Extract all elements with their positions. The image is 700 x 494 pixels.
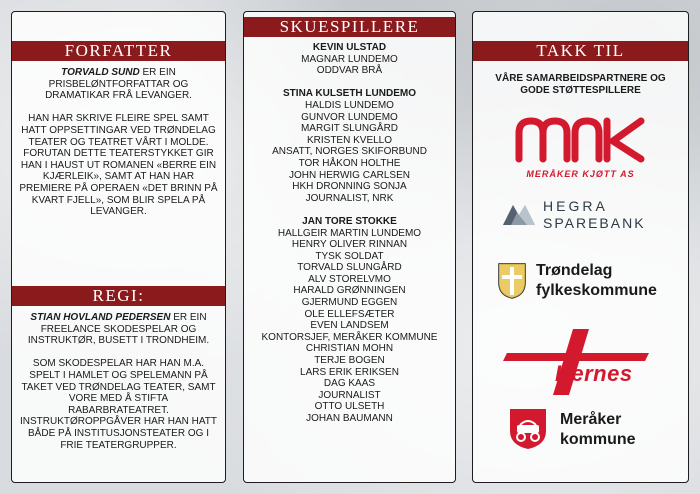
role: HALLGEIR MARTIN LUNDEMO <box>277 227 422 239</box>
forfatter-paragraph: HAN HAR SKRIVE FLEIRE SPEL SAMT HATT OPPSETTINGAR VED TRØNDELAG TEATER OG TEATRET VÅRT I MOLDE. FORUTAN DETTE TEATERSTYKKET GIR HAN I HAUST UT ROMANEN «BERRE EIN KJÆRLEIK», SAMT AT HAN HAR PREMIERE PÅ OPERAEN «DET BRINN PÅ KVART FJELL», SOM BLIR SPELA PÅ LEVANGER. <box>19 113 218 218</box>
role: JOHAN BAUMANN <box>306 413 393 424</box>
meraker-line1: Meråker <box>560 411 622 428</box>
meraker-line2: kommune <box>560 431 636 448</box>
role: GUNVOR LUNDEMO <box>301 111 398 123</box>
forfatter-name: TORVALD SUND <box>61 67 140 78</box>
forfatter-heading: FORFATTER <box>12 41 225 61</box>
regi-text <box>18 312 219 463</box>
trondelag-line1: Trøndelag <box>536 262 613 279</box>
role: JOURNALIST <box>318 389 381 401</box>
hegra-line1: HEGRA <box>543 198 608 214</box>
hegra-mountain-icon <box>501 199 537 229</box>
regi-paragraph: SOM SKODESPELAR HAR HAN M.A. SPELT I HAMLET OG SPELEMANN PÅ TAKET VED TRØNDELAG TEATER, SAMT VORE MED Å STIFTA RABARBRATEATRET. INSTRUKTØROPPGÅVER HAR HAN HATT BÅDE PÅ INSTITUSJONSTEATER OG I FRIE TEATERGRUPPER. <box>19 358 218 451</box>
hernes-logo <box>503 327 653 397</box>
left-panel <box>11 11 226 483</box>
role: GJERMUND EGGEN <box>301 297 398 309</box>
role: JOHN HERWIG CARLSEN <box>289 169 410 181</box>
role: TOR HÅKON HOLTHE <box>298 157 401 169</box>
role: MAGNAR LUNDEMO <box>301 53 398 65</box>
regi-intro <box>18 312 219 347</box>
actor-name: STINA KULSETH LUNDEMO <box>283 88 416 100</box>
skuespillere-heading: SKUESPILLERE <box>244 17 455 37</box>
trondelag-line2: fylkeskommune <box>536 282 657 299</box>
role: EVEN LANDSEM <box>310 320 389 332</box>
hegra-sparebank-logo <box>501 195 661 235</box>
actor-name: KEVIN ULSTAD <box>312 42 387 53</box>
right-panel <box>472 11 689 483</box>
regi-intro-rest: ER EIN FREELANCE SKODESPELAR OG INSTRUKTØR, BUSETT I TRONDHEIM. <box>27 312 210 347</box>
role: HKH DRONNING SONJA <box>292 181 407 193</box>
role: MARGIT SLUNGÅRD <box>300 123 399 135</box>
role: ALV STORELVMO <box>308 273 391 285</box>
role: ODDVAR BRÅ <box>316 65 383 77</box>
actor-block <box>248 88 451 204</box>
role: CHRISTIAN MOHN <box>305 343 394 355</box>
role: HALDIS LUNDEMO <box>305 99 394 111</box>
takk-intro: VÅRE SAMARBEIDSPARTNERE OG GODE STØTTESPILLERE <box>495 73 666 96</box>
role: OLE ELLEFSÆTER <box>304 308 395 320</box>
role: TERJE BOGEN <box>314 355 385 367</box>
hernes-text: Hernes <box>555 361 633 386</box>
meraker-shield-icon <box>508 407 548 451</box>
role: JOURNALIST, NRK <box>305 192 394 204</box>
role: HENRY OLIVER RINNAN <box>291 239 408 251</box>
actor-block <box>248 42 451 77</box>
meraker-kjott-mark-icon <box>513 115 648 163</box>
trondelag-logo <box>498 259 673 307</box>
regi-heading: REGI: <box>12 286 225 306</box>
role: KRISTEN KVELLO <box>306 134 393 146</box>
forfatter-intro-rest: ER EIN PRISBELØNTFORFATTAR OG DRAMATIKAR FRÅ LEVANGER. <box>45 67 192 102</box>
role: TYSK SOLDAT <box>315 250 384 262</box>
cast-list <box>248 42 451 436</box>
meraker-kjott-text: MERÅKER KJØTT AS <box>526 169 635 179</box>
trondelag-shield-icon <box>498 263 526 299</box>
regi-name: STIAN HOVLAND PEDERSEN <box>30 312 171 323</box>
meraker-kommune-logo <box>508 407 668 457</box>
role: ANSATT, NORGES SKIFORBUND <box>272 146 427 158</box>
role: HARALD GRØNNINGEN <box>293 285 406 297</box>
actor-name: JAN TORE STOKKE <box>302 215 397 227</box>
takk-heading: TAKK TIL <box>473 41 688 61</box>
role: LARS ERIK ERIKSEN <box>300 366 399 378</box>
role: KONTORSJEF, MERÅKER KOMMUNE <box>261 331 438 343</box>
role: DAG KAAS <box>323 378 376 390</box>
middle-panel <box>243 11 456 483</box>
role: TORVALD SLUNGÅRD <box>297 262 402 274</box>
hegra-line2: SPAREBANK <box>543 215 646 231</box>
role: OTTO ULSETH <box>314 401 385 413</box>
actor-block <box>248 216 451 425</box>
forfatter-intro <box>18 67 219 102</box>
forfatter-text <box>18 67 219 229</box>
meraker-kjott-logo <box>513 115 648 179</box>
